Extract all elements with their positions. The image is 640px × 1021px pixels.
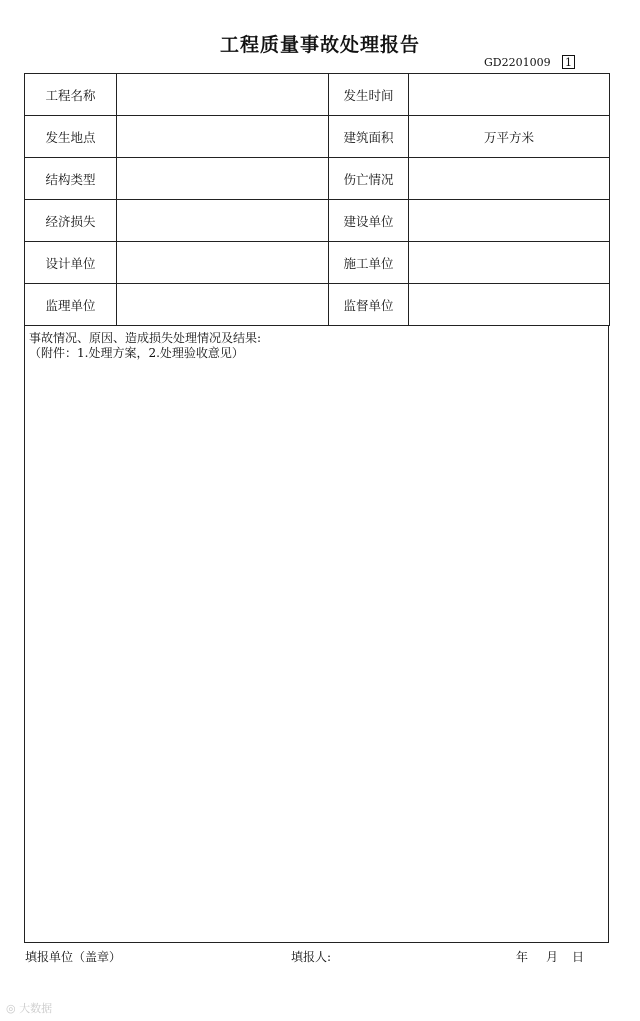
fill-unit-label: 填报单位（盖章） bbox=[25, 950, 122, 964]
supervision-unit-field[interactable] bbox=[117, 284, 329, 326]
table-row bbox=[25, 158, 610, 200]
label-design-unit: 设计单位 bbox=[25, 242, 117, 284]
table-row bbox=[25, 116, 610, 158]
oversight-unit-field[interactable] bbox=[409, 284, 610, 326]
label-location: 发生地点 bbox=[25, 116, 117, 158]
details-heading: 事故情况、原因、造成损失处理情况及结果: bbox=[29, 331, 262, 345]
form-code: GD2201009 bbox=[484, 56, 551, 69]
project-name-field[interactable] bbox=[117, 74, 329, 116]
construction-unit-field[interactable] bbox=[409, 242, 610, 284]
watermark-text: 大数据 bbox=[19, 1002, 53, 1015]
month-label: 月 bbox=[546, 950, 559, 964]
occurrence-time-field[interactable] bbox=[409, 74, 610, 116]
year-label: 年 bbox=[516, 950, 529, 964]
day-label: 日 bbox=[572, 950, 585, 964]
page-number-box: 1 bbox=[562, 55, 575, 69]
building-area-field[interactable]: 万平方米 bbox=[409, 116, 610, 158]
label-building-area: 建筑面积 bbox=[329, 116, 409, 158]
details-box[interactable] bbox=[24, 326, 609, 943]
table-row bbox=[25, 284, 610, 326]
watermark-logo-icon: ◎ bbox=[6, 1002, 16, 1015]
label-construction-unit: 施工单位 bbox=[329, 242, 409, 284]
label-project-name: 工程名称 bbox=[25, 74, 117, 116]
label-supervision-unit: 监理单位 bbox=[25, 284, 117, 326]
label-oversight-unit: 监督单位 bbox=[329, 284, 409, 326]
design-unit-field[interactable] bbox=[117, 242, 329, 284]
economic-loss-field[interactable] bbox=[117, 200, 329, 242]
table-row bbox=[25, 200, 610, 242]
label-casualties: 伤亡情况 bbox=[329, 158, 409, 200]
document-title: 工程质量事故处理报告 bbox=[219, 34, 420, 56]
casualties-field[interactable] bbox=[409, 158, 610, 200]
watermark bbox=[6, 1000, 52, 1016]
table-row bbox=[25, 74, 610, 116]
info-table bbox=[24, 73, 610, 326]
label-construction-owner: 建设单位 bbox=[329, 200, 409, 242]
label-structure-type: 结构类型 bbox=[25, 158, 117, 200]
details-attachments: （附件：1.处理方案，2.处理验收意见） bbox=[29, 346, 244, 360]
location-field[interactable] bbox=[117, 116, 329, 158]
construction-owner-field[interactable] bbox=[409, 200, 610, 242]
table-row bbox=[25, 242, 610, 284]
label-occurrence-time: 发生时间 bbox=[329, 74, 409, 116]
filler-label: 填报人: bbox=[291, 950, 332, 964]
structure-type-field[interactable] bbox=[117, 158, 329, 200]
label-economic-loss: 经济损失 bbox=[25, 200, 117, 242]
